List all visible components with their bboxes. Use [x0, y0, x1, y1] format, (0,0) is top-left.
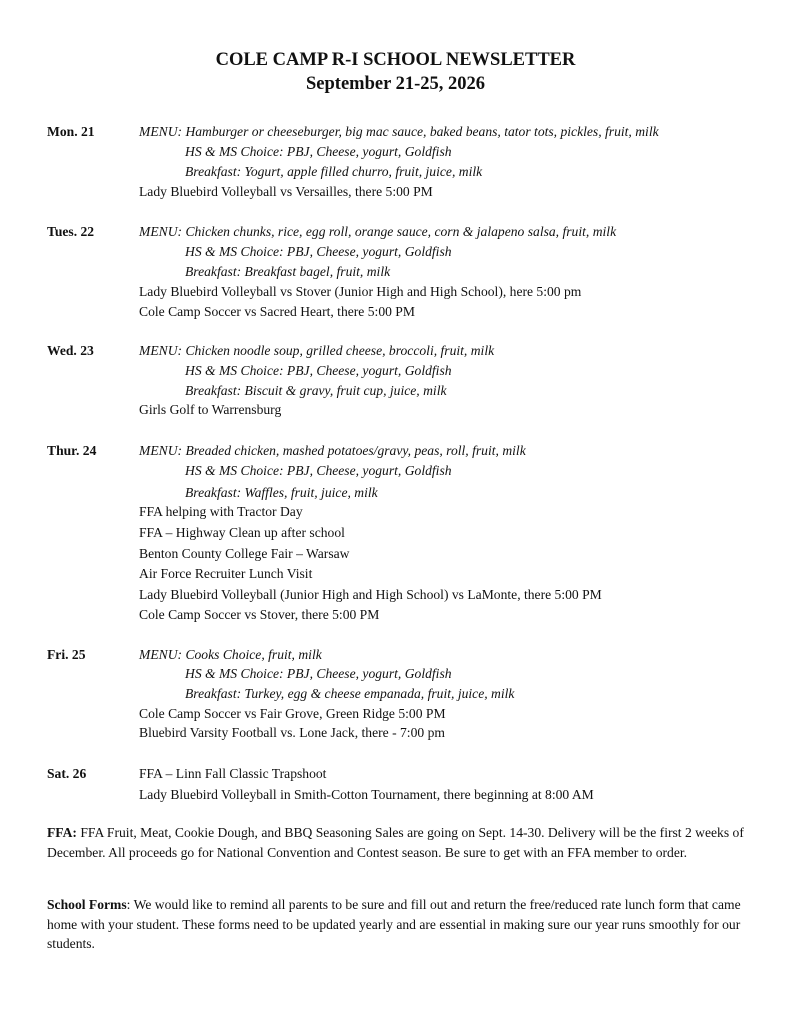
day-label-fri: Fri. 25: [47, 647, 86, 662]
event-mon-1: Lady Bluebird Volleyball vs Versailles, there 5:00 PM: [139, 184, 433, 199]
breakfast-line-thu: Breakfast: Waffles, fruit, juice, milk: [185, 485, 378, 500]
event-tue-2: Cole Camp Soccer vs Sacred Heart, there 5:00 PM: [139, 304, 415, 319]
ffa-note-label: FFA:: [47, 825, 77, 840]
menu-line-wed: [139, 342, 494, 359]
choice-line-thu: HS & MS Choice: PBJ, Cheese, yogurt, Goldfish: [185, 463, 452, 478]
school-forms-text: : We would like to remind all parents to be sure and fill out and return the free/reduced rate lunch form that came home with your student. These forms need to be updated yearly and are essential in making sure our year runs smoothly for our students.: [47, 897, 741, 951]
newsletter-dates: September 21-25, 2026: [306, 74, 485, 94]
event-sat-1: FFA – Linn Fall Classic Trapshoot: [139, 766, 327, 781]
event-thu-2: FFA – Highway Clean up after school: [139, 525, 345, 540]
menu-prefix: MENU:: [139, 124, 183, 139]
school-forms-note: [47, 895, 752, 954]
ffa-note: [47, 823, 752, 862]
menu-items: Hamburger or cheeseburger, big mac sauce, baked beans, tator tots, pickles, fruit, milk: [182, 124, 659, 139]
breakfast-line-mon: Breakfast: Yogurt, apple filled churro, fruit, juice, milk: [185, 164, 483, 179]
choice-line-mon: HS & MS Choice: PBJ, Cheese, yogurt, Goldfish: [185, 144, 452, 159]
menu-prefix: MENU:: [139, 647, 183, 662]
menu-line-mon: [139, 123, 659, 140]
day-label-thu: Thur. 24: [47, 443, 97, 458]
menu-line-fri: [139, 646, 322, 663]
event-thu-6: Cole Camp Soccer vs Stover, there 5:00 PM: [139, 607, 380, 622]
event-fri-2: Bluebird Varsity Football vs. Lone Jack, there - 7:00 pm: [139, 725, 445, 740]
day-label-wed: Wed. 23: [47, 343, 94, 358]
event-thu-4: Air Force Recruiter Lunch Visit: [139, 566, 313, 581]
event-fri-1: Cole Camp Soccer vs Fair Grove, Green Ridge 5:00 PM: [139, 706, 446, 721]
choice-line-fri: HS & MS Choice: PBJ, Cheese, yogurt, Goldfish: [185, 666, 452, 681]
event-thu-3: Benton County College Fair – Warsaw: [139, 546, 350, 561]
school-forms-label: School Forms: [47, 897, 127, 912]
ffa-note-text: FFA Fruit, Meat, Cookie Dough, and BBQ Seasoning Sales are going on Sept. 14-30. Delivery will be the first 2 weeks of December. All proceeds go for National Convention and Contest season. Be sure to get with an FFA member to order.: [47, 825, 744, 860]
choice-line-wed: HS & MS Choice: PBJ, Cheese, yogurt, Goldfish: [185, 363, 452, 378]
menu-items: Chicken chunks, rice, egg roll, orange sauce, corn & jalapeno salsa, fruit, milk: [182, 224, 617, 239]
menu-items: Breaded chicken, mashed potatoes/gravy, peas, roll, fruit, milk: [182, 443, 526, 458]
menu-prefix: MENU:: [139, 224, 183, 239]
choice-line-tue: HS & MS Choice: PBJ, Cheese, yogurt, Goldfish: [185, 244, 452, 259]
menu-line-thu: [139, 442, 526, 459]
breakfast-line-tue: Breakfast: Breakfast bagel, fruit, milk: [185, 264, 391, 279]
newsletter-title: COLE CAMP R-I SCHOOL NEWSLETTER: [215, 50, 576, 70]
menu-line-tue: [139, 223, 616, 240]
day-label-mon: Mon. 21: [47, 124, 95, 139]
menu-prefix: MENU:: [139, 343, 183, 358]
day-label-tue: Tues. 22: [47, 224, 95, 239]
breakfast-line-fri: Breakfast: Turkey, egg & cheese empanada, fruit, juice, milk: [185, 686, 515, 701]
menu-prefix: MENU:: [139, 443, 183, 458]
event-tue-1: Lady Bluebird Volleyball vs Stover (Junior High and High School), here 5:00 pm: [139, 284, 582, 299]
day-label-sat: Sat. 26: [47, 766, 87, 781]
breakfast-line-wed: Breakfast: Biscuit & gravy, fruit cup, juice, milk: [185, 383, 447, 398]
event-wed-1: Girls Golf to Warrensburg: [139, 402, 282, 417]
event-thu-5: Lady Bluebird Volleyball (Junior High and High School) vs LaMonte, there 5:00 PM: [139, 587, 602, 602]
event-thu-1: FFA helping with Tractor Day: [139, 504, 303, 519]
event-sat-2: Lady Bluebird Volleyball in Smith-Cotton Tournament, there beginning at 8:00 AM: [139, 787, 594, 802]
menu-items: Cooks Choice, fruit, milk: [182, 647, 322, 662]
menu-items: Chicken noodle soup, grilled cheese, broccoli, fruit, milk: [182, 343, 495, 358]
